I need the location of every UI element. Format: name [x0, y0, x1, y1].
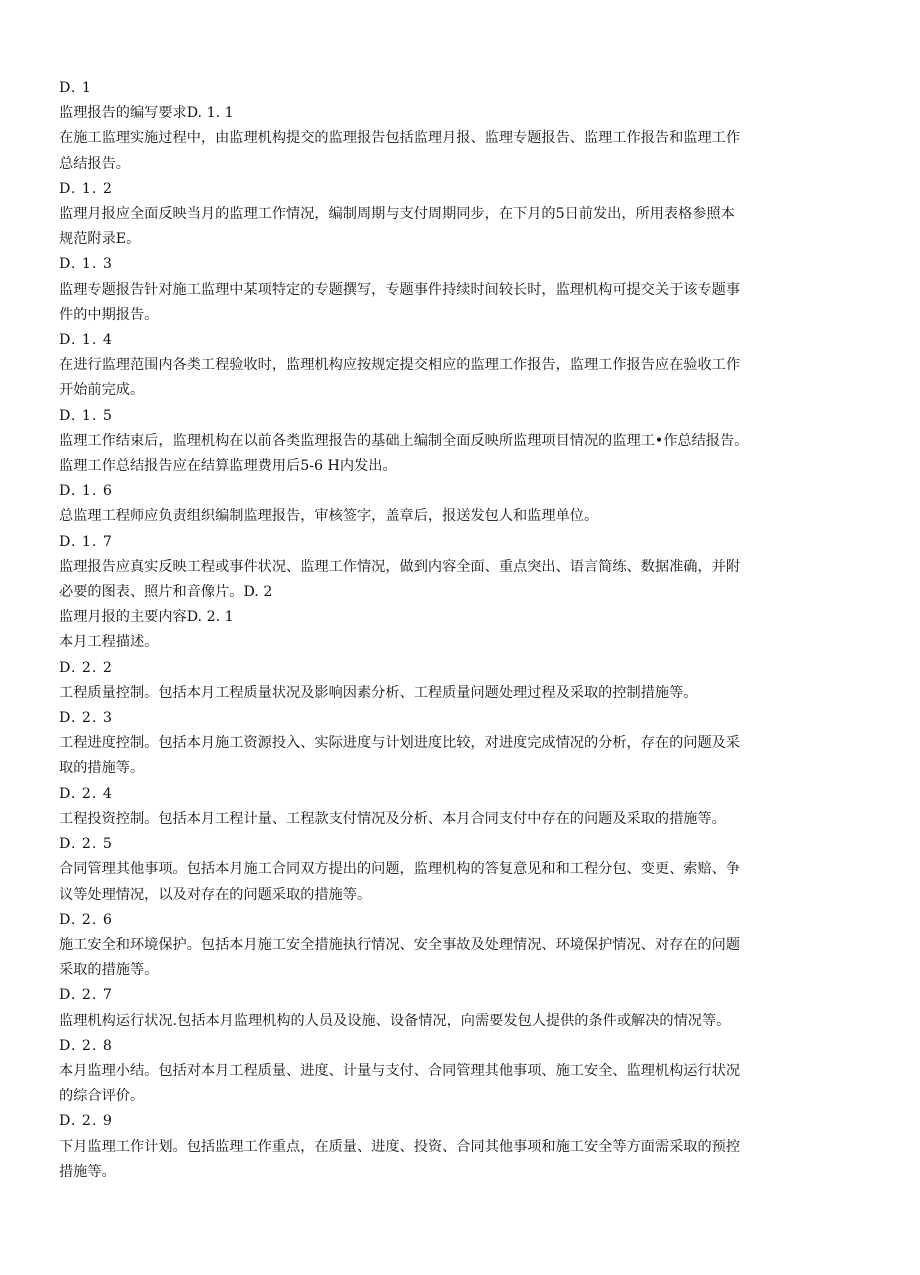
clause-number: D. 1. 4 — [59, 332, 113, 349]
clause-number: D. 2. 2 — [59, 659, 113, 676]
paragraph-line: 取的措施等。 — [59, 760, 145, 777]
clause-number: D. 2. 8 — [59, 1037, 113, 1054]
clause-number: D. 2. 3 — [59, 710, 113, 727]
clause-number: D. 2. 5 — [59, 836, 113, 853]
paragraph-line: 的综合评价。 — [59, 1088, 145, 1105]
paragraph-line: 本月工程描述。 — [59, 634, 159, 651]
paragraph-line: 下月监理工作计划。包括监理工作重点，在质量、进度、投资、合同其他事项和施工安全等方面需采取的预控 — [59, 1138, 741, 1155]
paragraph-line: 监理工作总结报告应在结算监理费用后5-6 H内发出。 — [59, 458, 397, 475]
paragraph-line: 合同管理其他事项。包括本月施工合同双方提出的问题，监理机构的答复意见和和工程分包、变更、索赔、争 — [59, 861, 741, 878]
paragraph-line: 监理工作结束后，监理机构在以前各类监理报告的基础上编制全面反映所监理项目情况的监理工•作总结报告。 — [59, 432, 749, 449]
paragraph-line: 件的中期报告。 — [59, 306, 159, 323]
paragraph-line: 监理专题报告针对施工监理中某项特定的专题撰写，专题事件持续时间较长时，监理机构可提交关于该专题事 — [59, 281, 741, 298]
paragraph-line: 必要的图表、照片和音像片。D. 2 — [59, 584, 273, 601]
clause-number: D. 1. 5 — [59, 407, 113, 424]
clause-number: D. 1. 2 — [59, 180, 113, 197]
paragraph-line: 施工安全和环境保护。包括本月施工安全措施执行情况、安全事故及处理情况、环境保护情况、对存在的问题 — [59, 936, 741, 953]
paragraph-line: 本月监理小结。包括对本月工程质量、进度、计量与支付、合同管理其他事项、施工安全、监理机构运行状况 — [59, 1062, 741, 1079]
paragraph-line: 工程进度控制。包括本月施工资源投入、实际进度与计划进度比较，对进度完成情况的分析，存在的问题及采 — [59, 735, 741, 752]
paragraph-line: 监理月报应全面反映当月的监理工作情况，编制周期与支付周期同步，在下月的5日前发出，所用表格参照本 — [59, 206, 735, 223]
paragraph-line: 在进行监理范围内各类工程验收时，监理机构应按规定提交相应的监理工作报告，监理工作报告应在验收工作 — [59, 357, 741, 374]
paragraph-line: 议等处理情况，以及对存在的问题采取的措施等。 — [59, 886, 372, 903]
paragraph-line: 工程投资控制。包括本月工程计量、工程款支付情况及分析、本月合同支付中存在的问题及采取的措施等。 — [59, 810, 726, 827]
clause-number: D. 1. 3 — [59, 256, 113, 273]
clause-number: D. 2. 6 — [59, 911, 113, 928]
paragraph-line: 采取的措施等。 — [59, 962, 159, 979]
paragraph-line: 规范附录E。 — [59, 231, 141, 248]
clause-number: D. 2. 4 — [59, 785, 113, 802]
clause-number: D. 1. 7 — [59, 533, 113, 550]
paragraph-line: 开始前完成。 — [59, 382, 145, 399]
section-heading: 监理报告的编写要求D. 1. 1 — [59, 105, 234, 122]
clause-number: D. 2. 9 — [59, 1113, 113, 1130]
section-number: D. 1 — [59, 80, 92, 96]
section-heading: 监理月报的主要内容D. 2. 1 — [59, 609, 234, 626]
clause-number: D. 2. 7 — [59, 987, 113, 1004]
paragraph-line: 措施等。 — [59, 1163, 116, 1180]
clause-number: D. 1. 6 — [59, 483, 113, 500]
paragraph-line: 在施工监理实施过程中，由监理机构提交的监理报告包括监理月报、监理专题报告、监理工作报告和监理工作 — [59, 130, 741, 147]
paragraph-line: 工程质量控制。包括本月工程质量状况及影响因素分析、工程质量问题处理过程及采取的控制措施等。 — [59, 684, 698, 701]
paragraph-line: 监理报告应真实反映工程或事件状况、监理工作情况，做到内容全面、重点突出、语言简练、数据准确，并附 — [59, 558, 741, 575]
paragraph-line: 总监理工程师应负责组织编制监理报告，审核签字，盖章后，报送发包人和监理单位。 — [59, 508, 599, 525]
document-page — [59, 76, 849, 1185]
paragraph-line: 总结报告。 — [59, 155, 130, 172]
paragraph-line: 监理机构运行状况.包括本月监理机构的人员及设施、设备情况，向需要发包人提供的条件或解决的情况等。 — [59, 1012, 731, 1029]
